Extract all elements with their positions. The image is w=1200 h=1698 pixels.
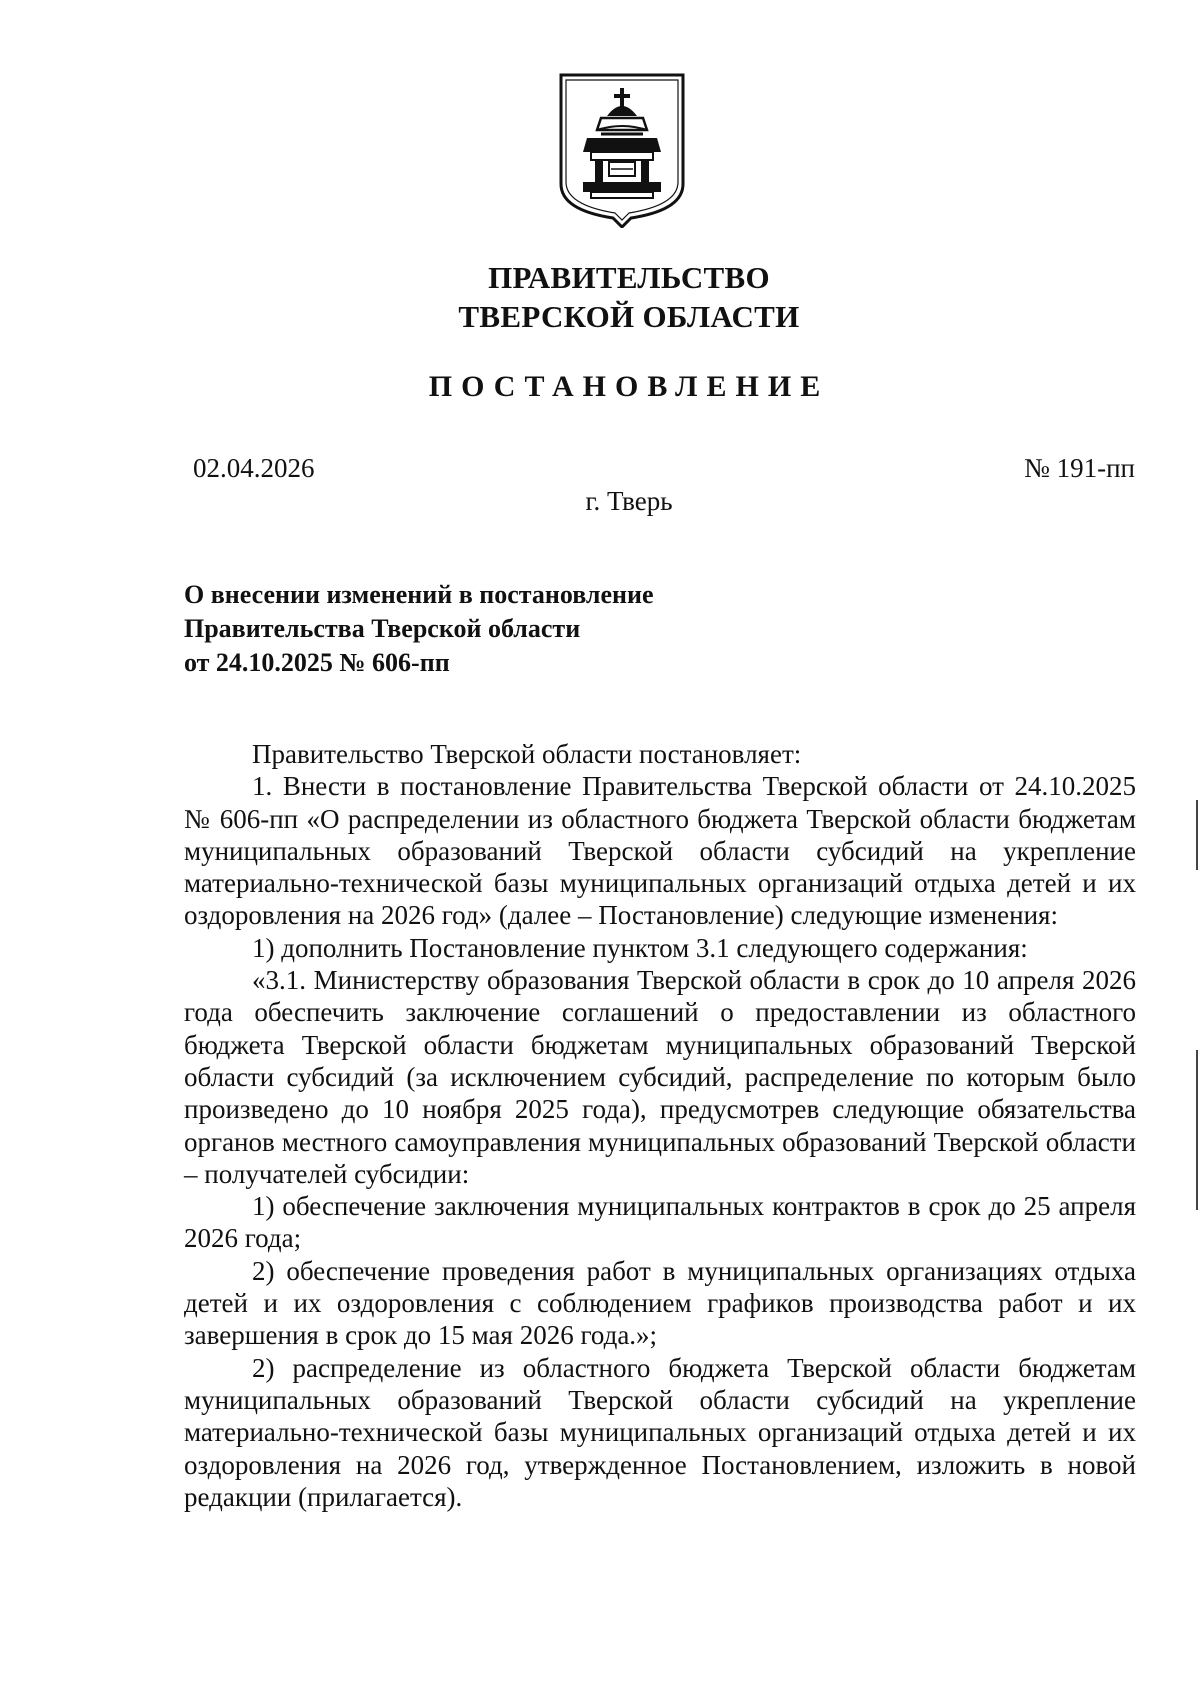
body-paragraph: 2) распределение из областного бюджета Тверской области бюджетам муниципальных образований Тверской области субсидий на укрепление материально-технической базы муниципальных организаций отдыха детей и их оздоровления на 2026 год, утвержденное Постановлением, изложить в новой редакции (прилагается). [184, 1352, 1136, 1512]
subject-line: от 24.10.2025 № 606-пп [184, 648, 450, 677]
document-city: г. Тверь [585, 486, 673, 516]
government-title-line1: ПРАВИТЕЛЬСТВО [488, 260, 770, 295]
scan-edge-mark [1196, 1050, 1198, 1210]
document-number: № 191-пп [1024, 453, 1135, 483]
government-title-line2: ТВЕРСКОЙ ОБЛАСТИ [458, 299, 800, 334]
body-paragraph: Правительство Тверской области постановляет: [252, 739, 802, 769]
government-title [0, 258, 1200, 336]
document-subject [184, 578, 654, 680]
document-date: 02.04.2026 [193, 453, 315, 483]
body-paragraph: 1. Внести в постановление Правительства Тверской области от 24.10.2025 № 606-пп «О распределении из областного бюджета Тверской области бюджетам муниципальных образований Тверской области субсидий на укрепление материально-технической базы муниципальных организаций отдыха детей и их оздоровления на 2026 год» (далее – Постановление) следующие изменения: [184, 771, 1136, 931]
document-type: ПОСТАНОВЛЕНИЕ [428, 370, 830, 403]
coat-of-arms-icon [557, 72, 687, 228]
body-paragraph: 2) обеспечение проведения работ в муниципальных организациях отдыха детей и их оздоровления с соблюдением графиков производства работ и их завершения в срок до 15 мая 2026 года.»; [184, 1255, 1136, 1351]
subject-line: О внесении изменений в постановление [184, 580, 654, 609]
subject-line: Правительства Тверской области [184, 614, 581, 643]
scan-edge-mark [1196, 800, 1198, 870]
body-paragraph: «3.1. Министерству образования Тверской области в срок до 10 апреля 2026 года обеспечить заключение соглашений о предоставлении из областного бюджета Тверской области бюджетам муниципальных образований Тверской области субсидий (за исключением субсидий, распределение по которым было произведено до 10 ноября 2025 года), предусмотрев следующие обязательства органов местного самоуправления муниципальных образований Тверской области – получателей субсидии: [184, 965, 1136, 1189]
body-paragraph: 1) дополнить Постановление пунктом 3.1 следующего содержания: [252, 932, 1028, 963]
document-body [184, 738, 1136, 1513]
body-paragraph: 1) обеспечение заключения муниципальных контрактов в срок до 25 апреля 2026 года; [184, 1191, 1136, 1254]
